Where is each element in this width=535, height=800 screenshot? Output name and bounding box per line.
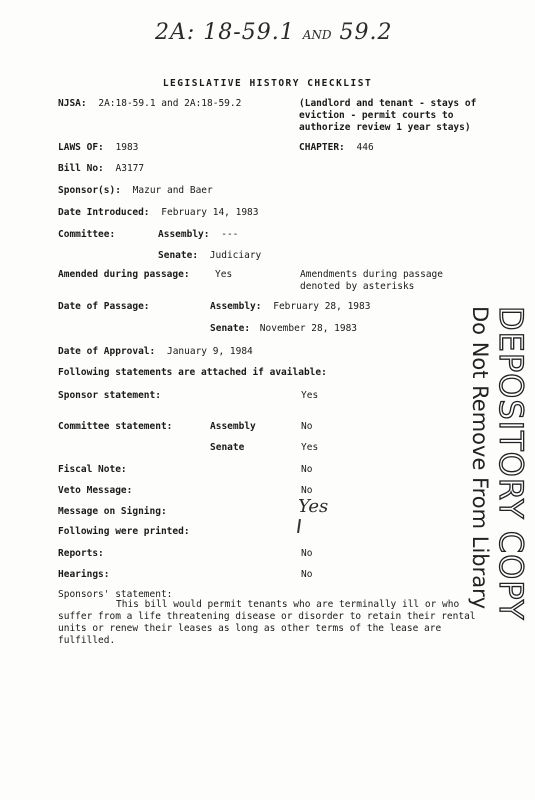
following-printed-label: Following were printed: <box>58 526 190 537</box>
sponsor-statement-value: Yes <box>301 390 319 401</box>
stamp-line-1: DEPOSITORY COPY <box>492 306 530 621</box>
reports-label: Reports: <box>58 548 104 559</box>
sponsors-statement-heading: Sponsors' statement: <box>58 589 173 600</box>
sponsors-row <box>58 185 213 197</box>
njsa-label: NJSA: <box>58 98 87 109</box>
committee-statement-senate-value: Yes <box>301 442 319 453</box>
stamp-line-2: Do Not Remove From Library <box>468 306 492 610</box>
sponsors-label: Sponsor(s): <box>58 185 121 196</box>
depository-copy-stamp <box>468 306 530 621</box>
message-on-signing-handwritten: Yes <box>298 496 329 517</box>
page-title: LEGISLATIVE HISTORY CHECKLIST <box>162 78 373 89</box>
fiscal-note-value: No <box>301 464 313 475</box>
date-introduced-value: February 14, 1983 <box>161 207 259 218</box>
laws-of-row <box>58 142 138 154</box>
committee-statement-senate-label: Senate <box>210 442 245 453</box>
committee-label: Committee: <box>58 229 116 240</box>
message-on-signing-label: Message on Signing: <box>58 506 167 517</box>
bill-no-value: A3177 <box>115 163 145 174</box>
amended-label: Amended during passage: <box>58 269 190 280</box>
reports-value: No <box>301 548 313 559</box>
passage-assembly-value: February 28, 1983 <box>273 301 371 312</box>
committee-senate-label: Senate: <box>158 250 199 261</box>
laws-of-value: 1983 <box>115 142 139 153</box>
bill-description: (Landlord and tenant - stays of eviction - permit courts to authorize review 1 year stays) <box>299 98 477 133</box>
sponsors-statement-body: This bill would permit tenants who are terminally ill or who suffer from a life threatening disease or disorder to retain their rental units or renew their leases as long as other terms of the lease are fulfilled. <box>58 599 476 646</box>
bill-no-row <box>58 163 144 175</box>
amended-value: Yes <box>215 269 233 280</box>
date-introduced-row <box>58 207 258 219</box>
committee-statement-label: Committee statement: <box>58 421 173 432</box>
attached-heading: Following statements are attached if available: <box>58 367 327 378</box>
njsa-value: 2A:18-59.1 and 2A:18-59.2 <box>98 98 242 109</box>
passage-assembly-label: Assembly: <box>210 301 262 312</box>
date-introduced-label: Date Introduced: <box>58 207 150 218</box>
committee-statement-assembly-label: Assembly <box>210 421 256 432</box>
sponsors-value: Mazur and Baer <box>132 185 213 196</box>
passage-senate-label: Senate: <box>210 323 251 334</box>
handwritten-title-right: 59.2 <box>339 20 393 45</box>
passage-senate-row <box>210 323 357 335</box>
laws-of-label: LAWS OF: <box>58 142 104 153</box>
committee-assembly-row <box>158 229 238 241</box>
sponsors-statement-text <box>58 599 498 647</box>
veto-message-value: No <box>301 485 313 496</box>
approval-row <box>58 346 253 358</box>
handwritten-stroke <box>297 519 301 533</box>
hearings-label: Hearings: <box>58 569 110 580</box>
committee-statement-assembly-value: No <box>301 421 313 432</box>
approval-label: Date of Approval: <box>58 346 156 357</box>
handwritten-title-middle: AND <box>302 28 332 42</box>
fiscal-note-label: Fiscal Note: <box>58 464 127 475</box>
committee-senate-row <box>158 250 261 262</box>
committee-assembly-label: Assembly: <box>158 229 210 240</box>
committee-senate-value: Judiciary <box>209 250 262 261</box>
chapter-row <box>299 142 374 154</box>
handwritten-title-left: 2A: 18-59.1 <box>155 20 295 45</box>
amended-note: Amendments during passage denoted by asterisks <box>300 269 443 292</box>
handwritten-title <box>155 20 392 45</box>
passage-assembly-row <box>210 301 370 313</box>
approval-value: January 9, 1984 <box>166 346 253 357</box>
committee-assembly-value: --- <box>221 229 239 240</box>
chapter-label: CHAPTER: <box>299 142 345 153</box>
bill-no-label: Bill No: <box>58 163 104 174</box>
njsa-row <box>58 98 241 110</box>
passage-senate-value: November 28, 1983 <box>259 323 358 334</box>
hearings-value: No <box>301 569 313 580</box>
veto-message-label: Veto Message: <box>58 485 133 496</box>
sponsor-statement-label: Sponsor statement: <box>58 390 161 401</box>
chapter-value: 446 <box>356 142 374 153</box>
passage-label: Date of Passage: <box>58 301 150 312</box>
